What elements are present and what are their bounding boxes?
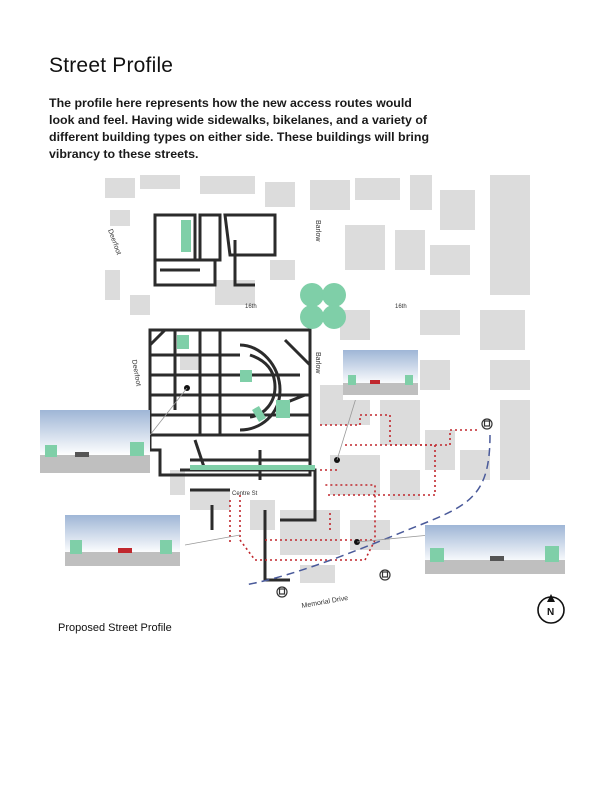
train-station-icon xyxy=(380,570,390,580)
label-16th-left: 16th xyxy=(245,304,257,310)
park-north xyxy=(181,220,191,252)
street-network-north xyxy=(155,215,275,285)
park-main-3 xyxy=(276,400,290,418)
label-centre-st: Centre St xyxy=(232,491,258,497)
train-station-icon xyxy=(277,587,287,597)
site-map xyxy=(0,170,612,630)
north-label: N xyxy=(547,607,555,618)
map-caption: Proposed Street Profile xyxy=(58,622,172,634)
label-16th-right: 16th xyxy=(395,304,407,310)
label-deerfoot-top: Deerfoot xyxy=(106,228,122,256)
clover-icon xyxy=(300,283,346,329)
label-barlow-top: Barlow xyxy=(314,220,321,242)
street-section-icon xyxy=(343,350,418,400)
label-barlow-mid: Barlow xyxy=(314,352,321,374)
park-main-1 xyxy=(177,335,189,349)
train-station-icon xyxy=(482,419,492,429)
page-title: Street Profile xyxy=(49,54,174,77)
street-section-icon xyxy=(40,410,150,475)
label-memorial-drive: Memorial Drive xyxy=(301,594,349,610)
north-arrow-icon xyxy=(538,594,564,623)
park-main-2 xyxy=(240,370,252,382)
label-deerfoot-mid: Deerfoot xyxy=(130,359,142,387)
street-section-icon xyxy=(425,525,565,580)
page-description: The profile here represents how the new access routes would look and feel. Having wide sidewalks, bikelanes, and a variety of different building types on either side. These buildings will bring vibrancy to these streets. xyxy=(49,96,430,161)
street-section-icon xyxy=(65,515,180,570)
greenway-strip xyxy=(190,465,315,470)
